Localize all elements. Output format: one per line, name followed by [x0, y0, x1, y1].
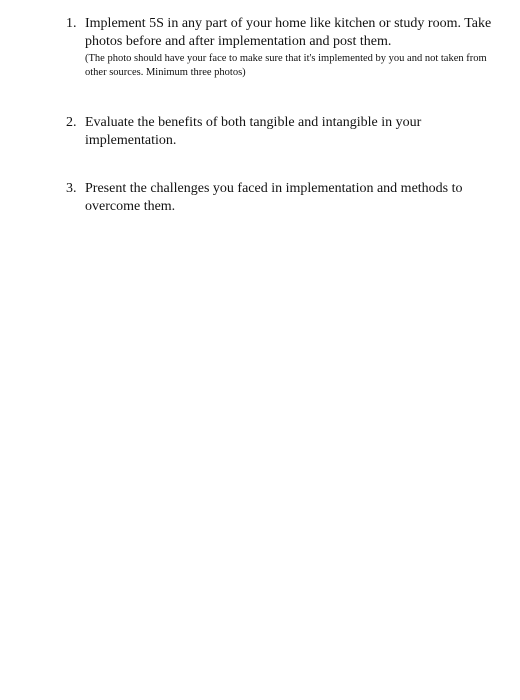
item-note: (The photo should have your face to make sure that it's implemented by you and not taken from other sources. Minimum three photos) — [85, 53, 487, 78]
item-number: 2. — [66, 115, 77, 130]
item-number: 1. — [66, 16, 77, 31]
item-text: Present the challenges you faced in implementation and methods to overcome them. — [85, 181, 463, 214]
item-number: 3. — [66, 181, 77, 196]
item-text: Implement 5S in any part of your home like kitchen or study room. Take photos before and after implementation and post them. — [85, 16, 492, 49]
item-text: Evaluate the benefits of both tangible and intangible in your implementation. — [85, 115, 422, 148]
